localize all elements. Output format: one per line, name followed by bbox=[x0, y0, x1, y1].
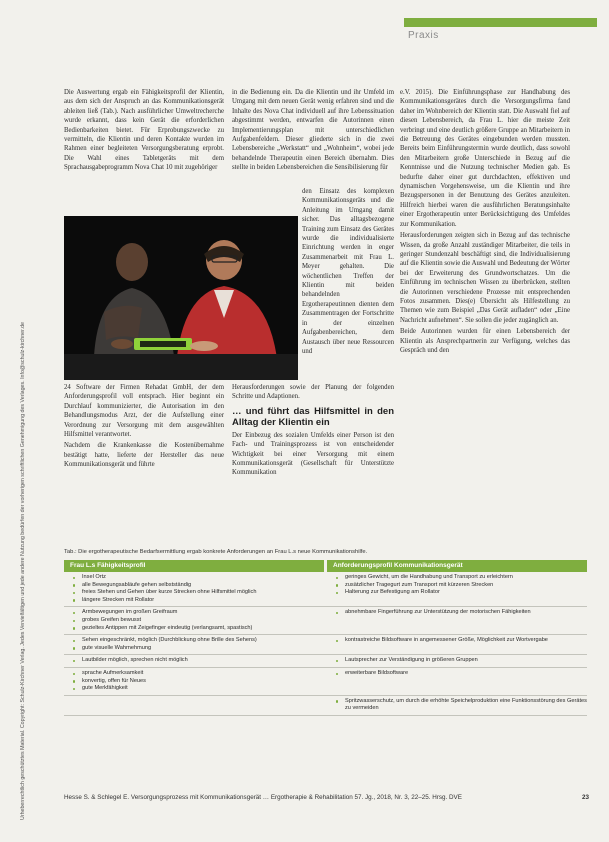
paragraph: Herausforderungen zeigten sich in Bezug auf das technische Wissen, da große Anzahl zuständiger Mitarbeiter, die teils in geringer Stundenzahl beschäftigt sind, die Individualisierung auf die Klientin sowie die Auswahl und Bedeutung der Wörter bei der Erweiterung des Grundwortschatzes. Um die Einführung im technischen Wissen zu überbrücken, stellten die Autorinnen verschiedene Prozesse mit entsprechenden Fotos zusammen. Dies(e) Übersicht als Hilfestellung zu Themen wie zum Beispiel „Das Gerät aufladen“ oder „Eine Nachricht aufnehmen“. Sie sollen die jeder zugänglich an. bbox=[400, 232, 570, 324]
list-item: Lautsprecher zur Verständigung in größeren Gruppen bbox=[333, 657, 587, 665]
ability-cell bbox=[64, 637, 324, 652]
bullet-list bbox=[70, 657, 324, 665]
paragraph: Die Auswertung ergab ein Fähigkeitsprofil der Klientin, aus dem sich der Anspruch an das Kommunikationsgerät ableiten ließ (Tab.). Nach ausführlicher Umweltrecherche wurde erkannt, dass kein Gerät die erforderlichen Bedienbarkeiten bietet. Für Erprobungszwecke zu vermitteln, die Klientin und deren Kontakte wurden im Rahmen einer begleiteten Versorgungsberatung erprobt. Die Wahl eines Tabletgeräts mit dem Sprachausgabeprogramm Nova Chat 10 mit zugehöriger bbox=[64, 89, 224, 172]
column-3 bbox=[400, 88, 570, 357]
copyright-side-note: Urheberrechtlich geschütztes Material. Copyright: Schulz-Kirchner Verlag. Jedes Vervielfältigen und jede andere Nutzung bedürfen der vorherigen schriftlichen Genehmigung des Verlages. Info@schulz-kirchner.de bbox=[20, 322, 26, 820]
footer bbox=[64, 794, 589, 801]
table-header bbox=[64, 560, 587, 572]
ability-cell bbox=[64, 698, 324, 713]
list-item: längere Strecken mit Rollator bbox=[70, 597, 324, 605]
column-2-top bbox=[232, 88, 394, 175]
list-item: Lautbilder möglich, sprechen nicht möglich bbox=[70, 657, 324, 665]
list-item: gezieltes Antippen mit Zeigefinger eindeutig (verlangsamt, spastisch) bbox=[70, 625, 324, 633]
paragraph: Nachdem die Krankenkasse die Kostenübernahme bestätigt hatte, lieferte der Hersteller das neue Kommunikationsgerät und führte bbox=[64, 442, 224, 469]
requirement-cell bbox=[327, 637, 587, 652]
list-item: kontrastreiche Bildsoftware in angemessener Größe, Möglichkeit zur Wortvergabe bbox=[333, 637, 587, 645]
section-header-bar bbox=[404, 18, 597, 27]
list-item: Insel Ortz bbox=[70, 574, 324, 582]
ability-cell bbox=[64, 657, 324, 665]
list-item: erweiterbare Bildsoftware bbox=[333, 670, 587, 678]
table-header-cell: Anforderungsprofil Kommunikationsgerät bbox=[327, 560, 587, 572]
column-1-bottom bbox=[64, 383, 224, 472]
list-item: geringes Gewicht, um die Handhabung und Transport zu erleichtern bbox=[333, 574, 587, 582]
paragraph: Der Einbezug des sozialen Umfelds einer Person ist den Fach- und Trainingsprozess ist von entscheidender Wichtigkeit bei einer Versorgung mit einem Kommunikationsgerät (Gesellschaft für Unterstützte Kommunikation bbox=[232, 431, 394, 477]
paragraph: e.V. 2015). Die Einführungsphase zur Handhabung des Kommunikationsgerätes durch die Versorgungsfirma fand daher im Wohnbereich der Klientin statt. Die Auswahl fiel auf diesen Lebensbereich, da Frau L. hier die meiste Zeit verbringt und eine deutlich größere Gruppe an Mitarbeitern in die Betreuung des Gerätes eingebunden werden mussten. Bereits beim Einführungstermin wurde deutlich, dass sowohl den Mitarbeitern große Unterschiede in Bezug auf die Kenntnisse und die Nutzung technischer Medien gab. Es bedurfte daher einer gut durchdachten, effektiven und dynamischen Vorgehensweise, um die Klientin und ihre Bezugspersonen in der Benutzung des Gerätes anzuleiten. Hilfreich hierbei waren die ausführlichen Beratungsinhalte einer Ergotherapeutin unter Berücksichtigung des Umfeldes zur Kommunikation. bbox=[400, 89, 570, 228]
list-item: gute Merkfähigkeit bbox=[70, 685, 324, 693]
list-item: Spritzwasserschutz, um durch die erhöhte Speichelproduktion eine Funktionsstörung des Gerätes zu vermeiden bbox=[333, 698, 587, 713]
list-item: konvertig, offen für Neues bbox=[70, 678, 324, 686]
table-row bbox=[64, 607, 587, 635]
bullet-list bbox=[70, 670, 324, 693]
bullet-list bbox=[333, 609, 587, 617]
list-item: Armbewegungen im großen Greifraum bbox=[70, 609, 324, 617]
requirements-table bbox=[64, 560, 587, 716]
list-item: grobes Greifen bewusst bbox=[70, 617, 324, 625]
column-1-top bbox=[64, 88, 224, 175]
subheading: … und führt das Hilfsmittel in den Alltag der Klientin ein bbox=[232, 405, 394, 428]
list-item: freies Stehen und Gehen über kurze Strecken ohne Hilfsmittel möglich bbox=[70, 589, 324, 597]
table-row bbox=[64, 572, 587, 607]
requirement-cell bbox=[327, 698, 587, 713]
bullet-list bbox=[70, 637, 324, 652]
list-item: gute visuelle Wahrnehmung bbox=[70, 645, 324, 653]
list-item: zusätzlicher Tragegurt zum Transport mit kürzeren Strecken bbox=[333, 582, 587, 590]
requirement-cell bbox=[327, 574, 587, 604]
table-row bbox=[64, 635, 587, 655]
ability-cell bbox=[64, 574, 324, 604]
requirement-cell bbox=[327, 657, 587, 665]
list-item: abnehmbare Fingerführung zur Unterstützung der motorischen Fähigkeiten bbox=[333, 609, 587, 617]
paragraph: Beide Autorinnen wurden für einen Lebensbereich der Klientin als Ansprechpartnerin zur Verfügung, welches das Gespräch und den bbox=[400, 328, 570, 354]
section-label: Praxis bbox=[408, 30, 439, 41]
bullet-list bbox=[333, 698, 587, 713]
column-2-wrap bbox=[302, 187, 394, 358]
requirement-cell bbox=[327, 609, 587, 632]
column-2-bottom bbox=[232, 383, 394, 480]
paragraph: Herausforderungen sowie der Planung der folgenden Schritte und Adaptionen. bbox=[232, 384, 394, 401]
photo bbox=[64, 216, 298, 380]
page-number: 23 bbox=[581, 794, 589, 801]
bullet-list bbox=[70, 609, 324, 632]
table-row bbox=[64, 696, 587, 716]
bullet-list bbox=[333, 637, 587, 645]
paragraph: den Einsatz des komplexen Kommunikationsgeräts und die Anleitung im Umgang damit sicher. Das alltagsbezogene Training zum Einsatz des Gerätes wurde die individualisierte Einrichtung werden in enger Zusammenarbeit mit Frau L. Meyer gehalten. Die wöchentlichen Treffen der Klientin mit beiden behandelnden Ergotherapeutinnen dienten dem Zusammentragen der Fortschritte in der einzelnen Aufgabenbereichen, dem Austausch über neue Ressourcen und bbox=[302, 188, 394, 355]
paragraph: in die Bedienung ein. Da die Klientin und ihr Umfeld im Umgang mit dem neuen Gerät wenig erfahren sind und die Inhalte des Nova Chat individuell auf ihre Lebenssituation abgestimmt werden, entwarfen die Autorinnen einen Implementierungsplan mit unterschiedlichen Aufgabenfeldern. Dieser gliederte sich in die zwei Lebensbereiche „Werkstatt“ und „Wohnheim“, wobei jede behandelnde Therapeutin einen Bereich übernahm. Dies stellte in beiden Lebensbereichen die Sensibilisierung für bbox=[232, 89, 394, 172]
photo-illustration bbox=[64, 216, 298, 380]
requirement-cell bbox=[327, 670, 587, 693]
table-row bbox=[64, 668, 587, 696]
table-header-cell: Frau L.s Fähigkeitsprofil bbox=[64, 560, 324, 572]
bullet-list bbox=[333, 657, 587, 665]
bullet-list bbox=[333, 574, 587, 597]
bullet-list bbox=[70, 574, 324, 604]
footer-citation: Hesse S. & Schlegel E. Versorgungsprozess mit Kommunikationsgerät … Ergotherapie & Rehabilitation 57. Jg., 2018, Nr. 3, 22–25. Hrsg. DVE bbox=[64, 794, 462, 801]
list-item: Halterung zur Befestigung am Rollator bbox=[333, 589, 587, 597]
list-item: sprache Aufmerksamkeit bbox=[70, 670, 324, 678]
bullet-list bbox=[333, 670, 587, 678]
table-body bbox=[64, 572, 587, 716]
table-row bbox=[64, 655, 587, 668]
paragraph: 24 Software der Firmen Rehadat GmbH, der dem Anforderungsprofil voll entsprach. Hier beginnt ein Durchlauf kommunizierter, die Autorisation im den Behandlungsmodus Arzt, der die Aufstellung einer Verordnung zur Versorgung mit dem ausgewählten Hilfsmittel verantwortet. bbox=[64, 384, 224, 439]
ability-cell bbox=[64, 609, 324, 632]
list-item: Sehen eingeschränkt, möglich (Durchblickung ohne Brille des Sehens) bbox=[70, 637, 324, 645]
table-caption: Tab.: Die ergotherapeutische Bedarfsermittlung ergab konkrete Anforderungen an Frau L.s neue Kommunikationshilfe. bbox=[64, 549, 368, 555]
list-item: alle Bewegungsabläufe gehen selbstständig bbox=[70, 582, 324, 590]
ability-cell bbox=[64, 670, 324, 693]
